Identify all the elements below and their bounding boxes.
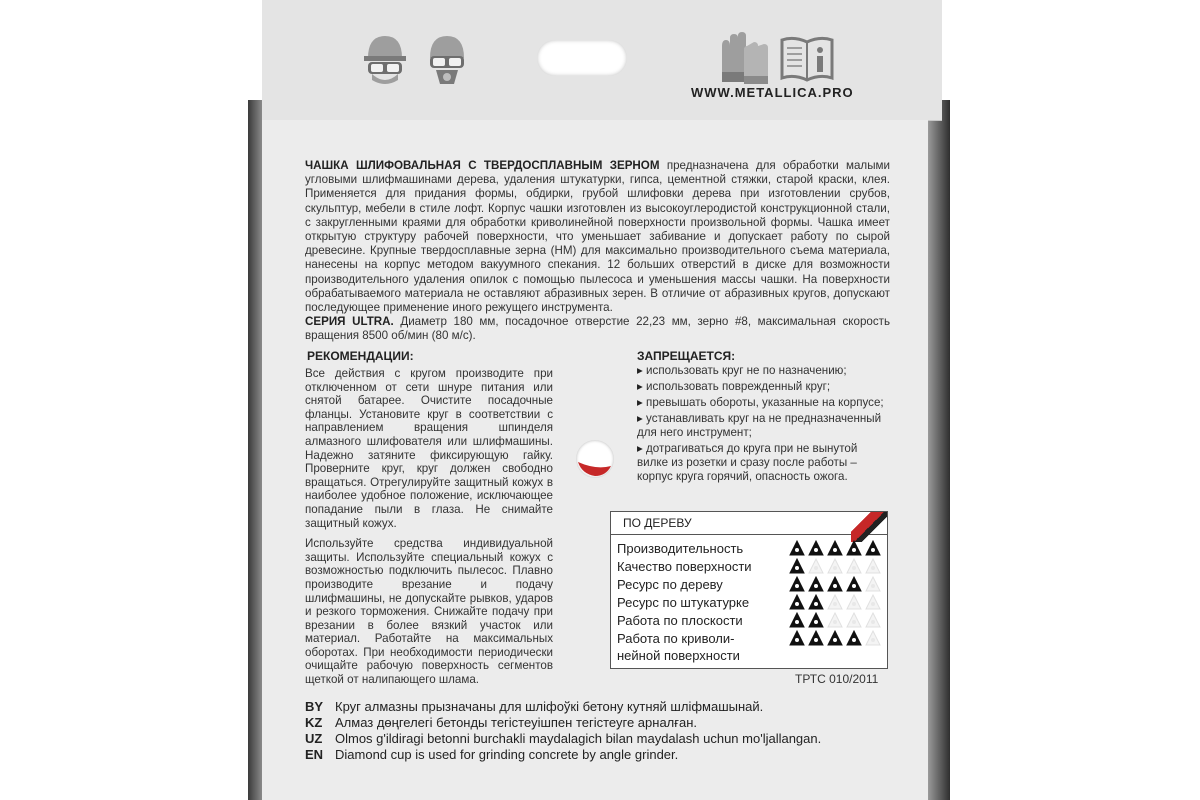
rating-triangle-empty — [865, 630, 881, 646]
rating-row — [617, 630, 887, 664]
rating-row — [617, 594, 887, 612]
rating-triangle-filled — [808, 612, 824, 628]
product-text: предназначена для обработки малыми угловыми шлифмашинами дерева, удаления штукатурки, гипса, цементной стяжки, старой краски, клея. Применяется для придания формы, обдирки, грубой шлифовки дерева при изготовлении срубов, скульптур, мебели в стиле лофт. Корпус чашки изготовлен из высокоуглеродистой конструкционной стали, с закругленными краями для обработки криволинейной поверхности произвольной формы. Чашка имеет открытую структуру рабочей поверхности, что уменьшает забивание и допускает работу по сырой древесине. Крупные твердосплавные зерна (HM) для максимально производительного съема материала, нанесены на корпус методом вакуумного спекания. 12 больших отверстий в диске для возможности производительного удаления опилок с помощью пылесоса и уменьшения массы чашки. На поверхности обрабатываемого материала не оставляют абразивных зерен. В отличие от абразивных кругов, допускают последующее применение иного режущего инструмента. — [305, 159, 890, 315]
forbidden-item: ▸ использовать круг не по назначению; — [637, 364, 889, 378]
rating-table — [610, 511, 888, 669]
rating-triangle-empty — [827, 558, 843, 574]
website-url: WWW.METALLICA.PRO — [691, 85, 854, 100]
rating-triangle-empty — [846, 612, 862, 628]
rating-triangles — [789, 612, 881, 628]
language-line-by — [305, 699, 905, 714]
language-line-en — [305, 747, 905, 762]
language-code: BY — [305, 699, 324, 714]
manual-icon — [778, 28, 836, 86]
recommendations-title: РЕКОМЕНДАЦИИ: — [307, 349, 414, 363]
language-code: UZ — [305, 731, 323, 746]
recommendations-paragraph-2: Используйте средства индивидуальной защиты. Используйте специальный кожух с возможностью подключить пылесос. Плавно производите врезание и подачу шлифмашины, не допускайте рывков, ударов и резкого торможения. Снижайте подачу при врезании в более вязкий участок или материал. Работайте на максимальных оборотах. При необходимости периодически очищайте рабочую поверхность сегментов щеткой от налипающего шлама. — [305, 537, 553, 687]
rating-triangles — [789, 630, 881, 646]
gloves-icon — [714, 28, 772, 86]
rating-triangle-filled — [865, 540, 881, 556]
rating-triangles — [789, 540, 881, 556]
rating-triangle-empty — [827, 612, 843, 628]
red-corner-decoration — [851, 512, 887, 542]
rating-triangles — [789, 576, 881, 592]
rating-triangles — [789, 558, 881, 574]
language-text: Diamond cup is used for grinding concrete by angle grinder. — [335, 747, 679, 762]
rating-table-header — [611, 512, 887, 535]
rating-triangle-filled — [827, 576, 843, 592]
rating-row — [617, 576, 887, 594]
helmet-goggles-icon — [356, 28, 414, 86]
box-edge-left — [248, 100, 262, 800]
series-title: СЕРИЯ ULTRA. — [305, 315, 394, 329]
rating-label: Работа по криволи- — [617, 631, 735, 646]
rating-table-title: ПО ДЕРЕВУ — [623, 516, 692, 530]
product-title: ЧАШКА ШЛИФОВАЛЬНАЯ С ТВЕРДОСПЛАВНЫМ ЗЕРНОМ — [305, 159, 660, 172]
rating-triangle-filled — [789, 594, 805, 610]
box-edge-right — [928, 100, 950, 800]
language-code: KZ — [305, 715, 323, 730]
rating-triangle-filled — [808, 540, 824, 556]
rating-triangle-empty — [865, 558, 881, 574]
certification-mark: ТРТС 010/2011 — [795, 672, 879, 686]
language-text: Olmos g'ildiragi betonni burchakli maydalagich bilan maydalash uchun mo'ljallangan. — [335, 731, 822, 746]
rating-label: Ресурс по штукатурке — [617, 595, 750, 610]
forbidden-list — [637, 364, 889, 486]
rating-label: Ресурс по дереву — [617, 577, 723, 592]
rating-triangle-filled — [789, 630, 805, 646]
rating-label: Качество поверхности — [617, 559, 752, 574]
rating-triangle-empty — [827, 594, 843, 610]
rating-label-continued: нейной поверхности — [617, 648, 740, 663]
rating-triangle-filled — [808, 630, 824, 646]
rating-triangle-filled — [789, 612, 805, 628]
rating-row — [617, 612, 887, 630]
forbidden-item: ▸ превышать обороты, указанные на корпусе; — [637, 396, 889, 410]
series-text: Диаметр 180 мм, посадочное отверстие 22,23 мм, зерно #8, максимальная скорость вращения 8500 об/мин (80 м/с). — [305, 315, 890, 343]
rating-row — [617, 558, 887, 576]
rating-triangle-filled — [846, 576, 862, 592]
rating-triangle-empty — [846, 594, 862, 610]
rating-triangle-filled — [827, 540, 843, 556]
respirator-mask-icon — [418, 28, 476, 86]
forbidden-title: ЗАПРЕЩАЕТСЯ: — [637, 349, 736, 363]
forbidden-item: ▸ использовать поврежденный круг; — [637, 380, 889, 394]
center-hole — [576, 440, 614, 478]
rating-triangle-filled — [789, 576, 805, 592]
language-line-kz — [305, 715, 905, 730]
language-text: Круг алмазны прызначаны для шліфоўкі бетону кутняй шліфмашынай. — [335, 699, 764, 714]
rating-triangle-filled — [789, 558, 805, 574]
rating-triangle-empty — [808, 558, 824, 574]
recommendations-paragraph-1: Все действия с кругом производите при отключенном от сети шнуре питания или снятой батарее. Очистите посадочные фланцы. Установите круг в соответствии с направлением вращения шпинделя алмазного шлифователя или шлифмашины. Надежно затяните фиксирующую гайку. Проверните круг, круг должен свободно вращаться. Отрегулируйте защитный кожух в наиболее удобное положение, исключающее попадание пыли в глаза. Не снимайте защитный кожух. — [305, 367, 553, 530]
rating-label: Производительность — [617, 541, 744, 556]
forbidden-item: ▸ дотрагиваться до круга при не вынутой вилке из розетки и сразу после работы – корпус круга горячий, опасность ожога. — [637, 442, 889, 484]
rating-triangle-filled — [808, 576, 824, 592]
rating-triangle-filled — [789, 540, 805, 556]
rating-triangle-empty — [846, 558, 862, 574]
rating-triangles — [789, 594, 881, 610]
forbidden-item: ▸ устанавливать круг на не предназначенный для него инструмент; — [637, 412, 889, 440]
rating-triangle-empty — [865, 612, 881, 628]
rating-triangle-empty — [865, 576, 881, 592]
product-description — [305, 159, 890, 344]
rating-triangle-filled — [808, 594, 824, 610]
rating-triangle-filled — [846, 630, 862, 646]
rating-triangle-empty — [865, 594, 881, 610]
rating-triangle-filled — [846, 540, 862, 556]
language-text: Алмаз дөңгелегі бетонды тегістеуішпен тегістеуге арналған. — [335, 715, 698, 730]
recommendations-text — [305, 367, 553, 694]
rating-label: Работа по плоскости — [617, 613, 743, 628]
rating-triangle-filled — [827, 630, 843, 646]
language-line-uz — [305, 731, 905, 746]
language-code: EN — [305, 747, 324, 762]
hang-hole — [537, 40, 627, 76]
rating-row — [617, 540, 887, 558]
